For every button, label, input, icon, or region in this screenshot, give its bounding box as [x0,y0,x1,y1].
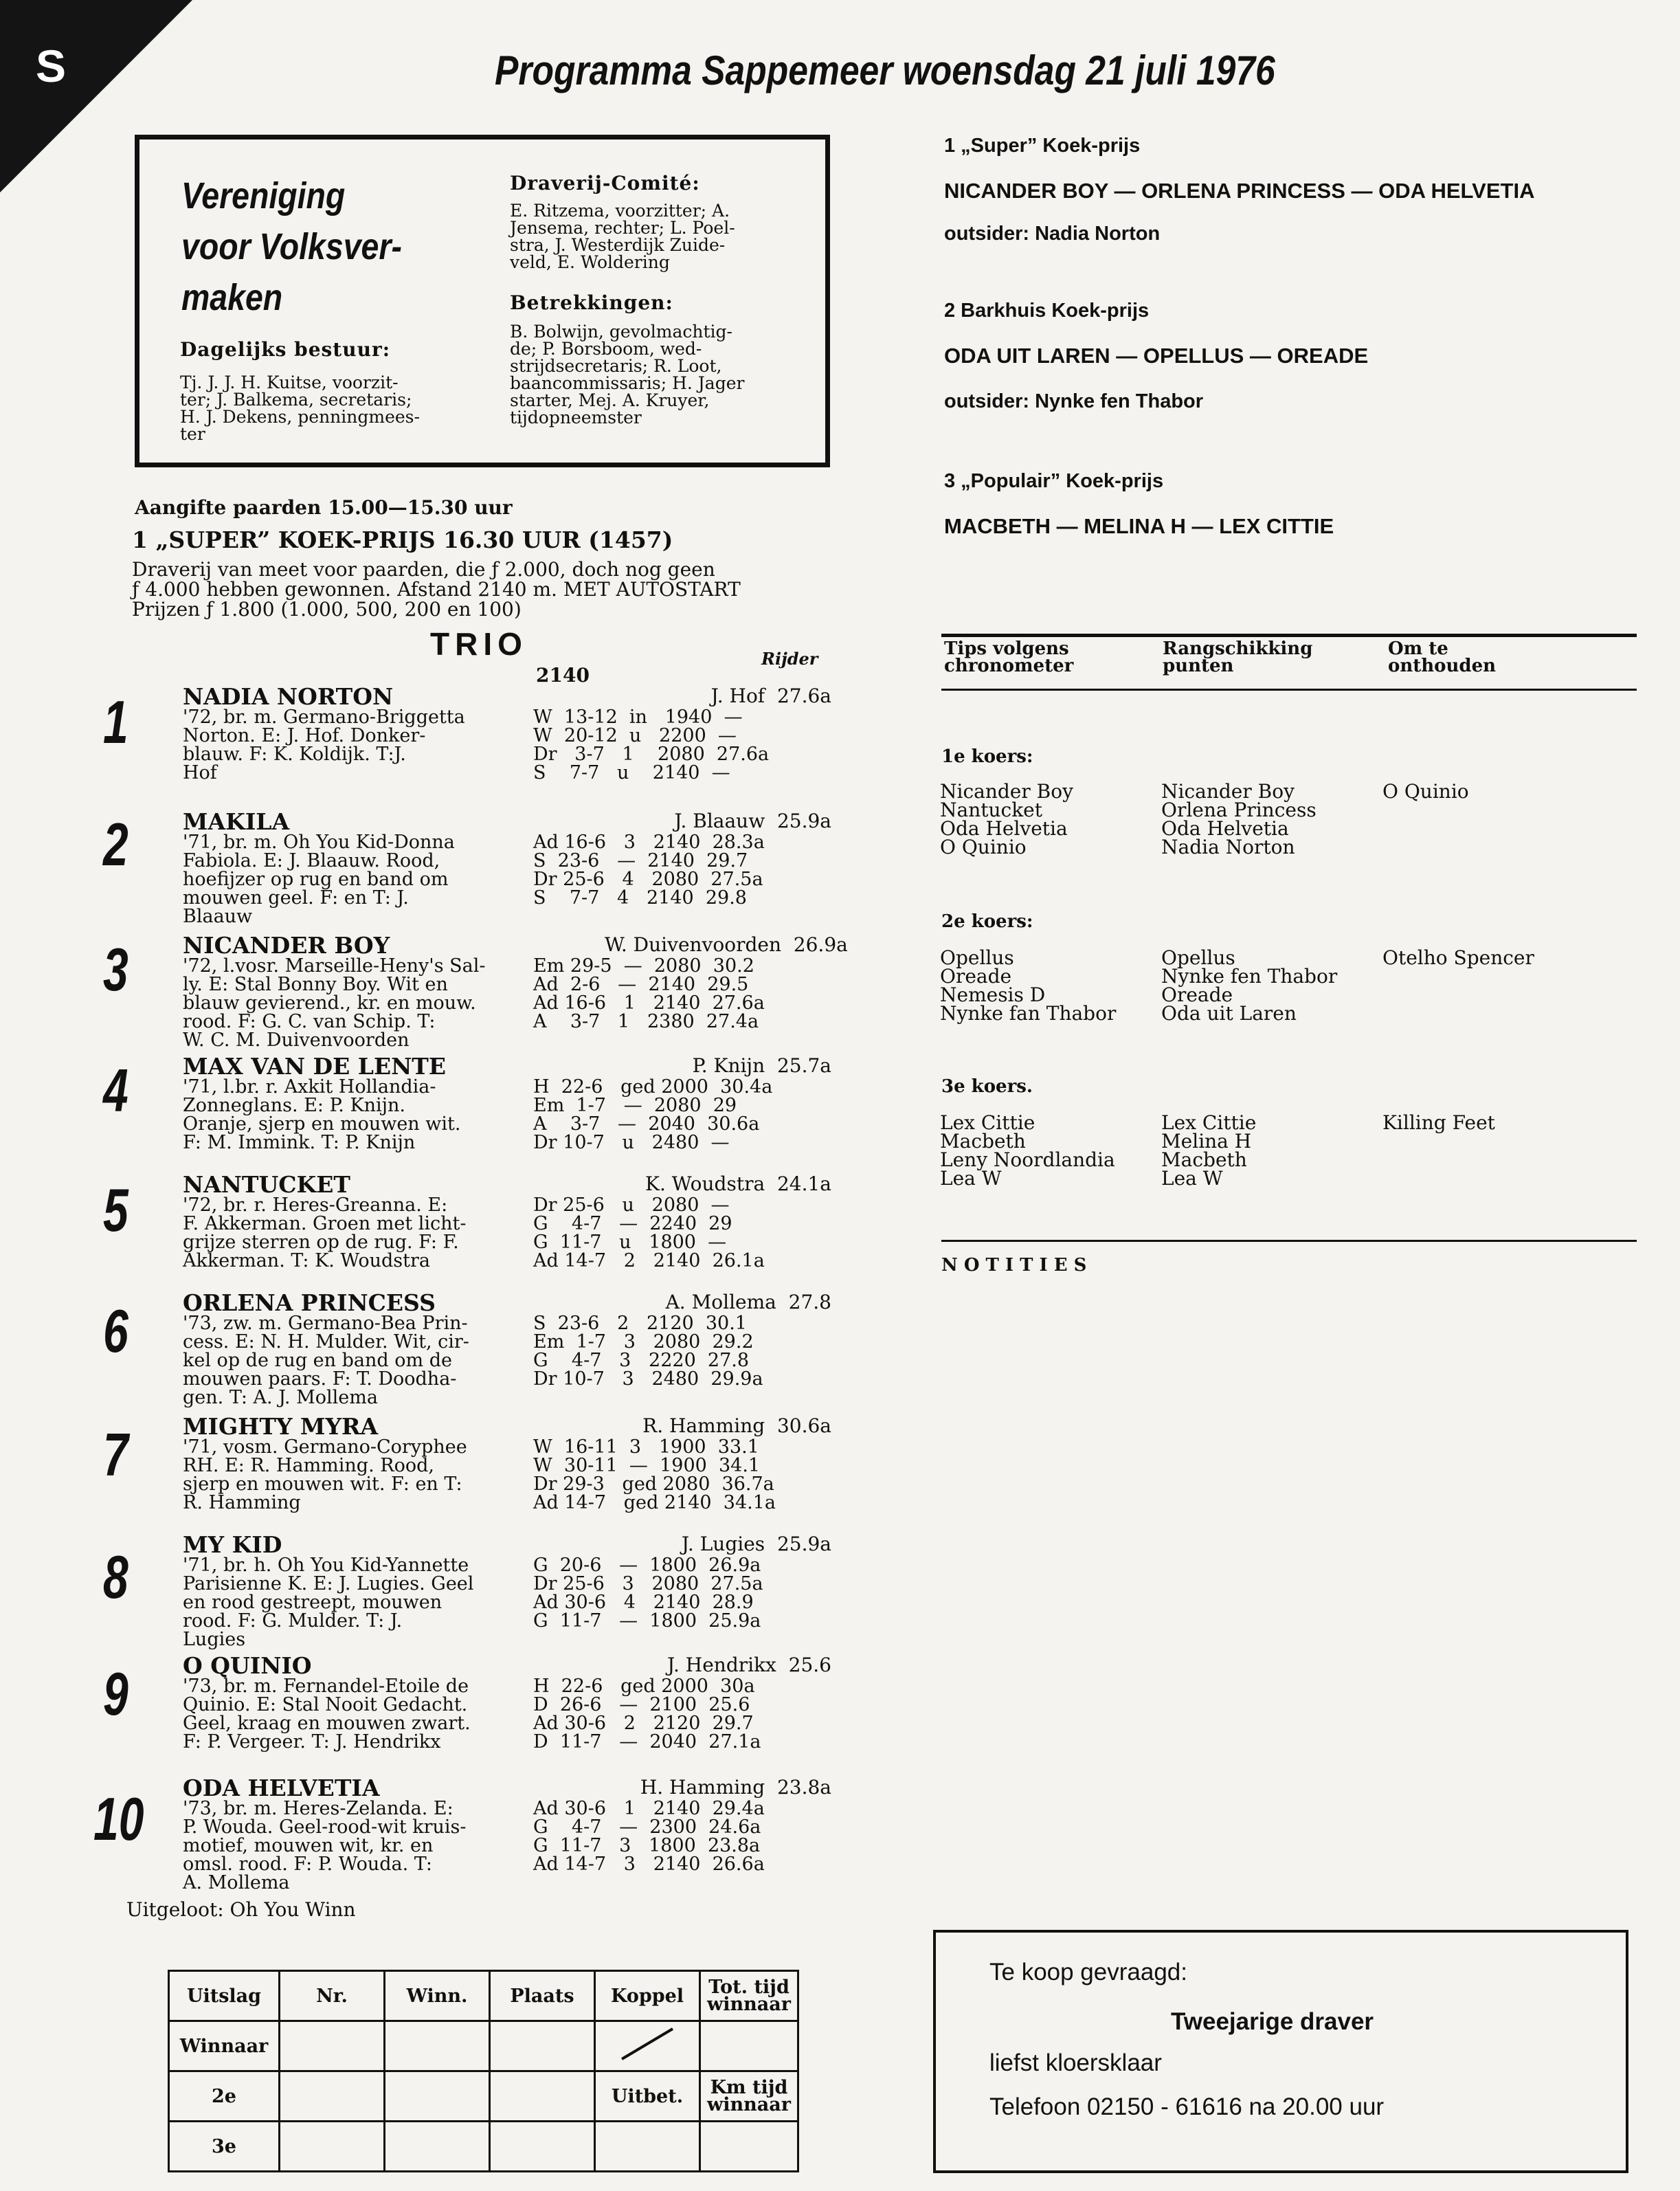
tips-header-rule [941,689,1637,691]
performance-row: H 22-6 ged 2000 30a [533,1676,755,1697]
performance-row: Dr 10-7 3 2480 29.9a [533,1368,763,1390]
performance-row: Ad 16-6 1 2140 27.6a [533,992,765,1014]
performance-row: Ad 14-7 ged 2140 34.1a [533,1492,776,1513]
performance-row: W 20-12 u 2200 — [533,725,737,746]
performance-row: W 16-11 3 1900 33.1 [533,1436,759,1458]
horse-description: '71, l.br. r. Axkit Hollandia- Zonneglans. E: P. Knijn. Oranje, sjerp en mouwen wit. F: M. Immink. T: P. Knijn [183,1076,461,1153]
officials-heading: Betrekkingen: [510,291,673,314]
entry-number: 9 [103,1660,128,1728]
result-cell [490,2021,595,2071]
performance-row: W 30-11 — 1900 34.1 [533,1455,761,1476]
trio-label: TRIO [430,626,528,662]
horse-description: '73, br. m. Heres-Zelanda. E: P. Wouda. Geel-rood-wit kruis- motief, mouwen wit, kr. en omsl. rood. F: P. Wouda. T: A. Mollema [183,1798,467,1893]
daily-board-heading: Dagelijks bestuur: [180,338,391,361]
result-table [168,1970,799,2172]
daily-board-text: Tj. J. J. H. Kuitse, voorzit- ter; J. Balkema, secretaris; H. J. Dekens, penningmees- ter [180,372,420,444]
horse-name: ORLENA PRINCESS [183,1289,436,1316]
result-row-label: 2e [169,2071,280,2122]
tips-race-3-label: 3e koers. [941,1076,1033,1097]
horse-name: O QUINIO [183,1652,312,1679]
distance-label: 2140 [536,664,590,687]
horse-description: '73, br. m. Fernandel-Etoile de Quinio. E: Stal Nooit Gedacht. Geel, kraag en mouwen zwart. F: P. Vergeer. T: J. Hendrikx [183,1676,471,1753]
rider-and-record: R. Hamming 30.6a [642,1414,831,1437]
performance-row: S 23-6 — 2140 29.7 [533,850,748,871]
rider-and-record: J. Lugies 25.9a [681,1533,831,1555]
performance-row: A 3-7 1 2380 27.4a [533,1011,759,1032]
tips-header-ranking: Rangschikking punten [1163,638,1313,676]
rider-and-record: W. Duivenvoorden 26.9a [605,933,848,956]
km-time-label: Km tijd winnaar [700,2071,798,2122]
horse-name: ODA HELVETIA [183,1775,380,1801]
result-cell [385,2021,490,2071]
committee-heading: Draverij-Comité: [510,172,700,194]
tips-race-3-ranking: Lex Cittie Melina H Macbeth Lea W [1161,1111,1257,1190]
performance-row: Dr 25-6 4 2080 27.5a [533,869,763,890]
performance-row: Ad 16-6 3 2140 28.3a [533,832,765,853]
entry-number: 6 [103,1297,128,1365]
entry-number: 2 [103,810,128,878]
result-header-koppel: Koppel [595,1971,700,2021]
rider-and-record: H. Hamming 23.8a [640,1776,831,1799]
performance-list [533,1314,763,1388]
tips-race-1-remember: O Quinio [1382,780,1469,803]
entry-number: 1 [103,688,128,756]
officials-text: B. Bolwijn, gevolmachtig- de; P. Borsboom, wed- strijdsecretaris; R. Loot, baancommissaris; H. Jager starter, Mej. A. Kruyer, tijdopneemster [510,322,745,427]
performance-list [533,1438,776,1512]
performance-list [533,708,769,782]
result-row-label: 3e [169,2122,280,2172]
horse-name: NICANDER BOY [183,932,390,959]
horse-description: '71, br. h. Oh You Kid-Yannette Parisienne K. E: J. Lugies. Geel en rood gestreept, mouwen rood. F: G. Mulder. T: J. Lugies [183,1555,474,1650]
prediction-1-outsider: outsider: Nadia Norton [944,223,1161,245]
performance-row: Dr 25-6 3 2080 27.5a [533,1573,763,1594]
entry-number: 5 [103,1176,128,1244]
performance-row: Ad 30-6 2 2120 29.7 [533,1713,754,1734]
result-cell [700,2021,798,2071]
horse-name: MAKILA [183,808,290,835]
performance-row: Ad 30-6 4 2140 28.9 [533,1592,754,1613]
performance-row: Ad 14-7 2 2140 26.1a [533,1250,765,1271]
rider-and-record: K. Woudstra 24.1a [645,1172,831,1195]
horse-description: '72, br. m. Germano-Briggetta Norton. E: J. Hof. Donker- blauw. F: K. Koldijk. T:J. Hof [183,707,465,783]
result-cell-slash [595,2021,700,2071]
result-header-plaats: Plaats [490,1971,595,2021]
performance-row: Dr 25-6 u 2080 — [533,1194,730,1216]
tips-race-3-remember: Killing Feet [1382,1111,1495,1134]
horse-description: '72, br. r. Heres-Greanna. E: F. Akkerman. Groen met licht- grijze sterren op de rug. F: F. Akkerman. T: K. Woudstra [183,1194,467,1271]
result-row-label: Winnaar [169,2021,280,2071]
performance-list [533,1556,763,1630]
tips-race-3-chronometer: Lex Cittie Macbeth Leny Noordlandia Lea W [940,1111,1115,1190]
prediction-2-heading: 2 Barkhuis Koek-prijs [944,300,1150,322]
race-heading: 1 „SUPER” KOEK-PRIJS 16.30 UUR (1457) [132,526,673,553]
entry-number: 8 [103,1543,128,1611]
rider-label: Rijder [761,649,818,669]
tips-race-2-ranking: Opellus Nynke fen Thabor Oreade Oda uit Laren [1161,946,1338,1025]
performance-list [533,1799,765,1873]
withdrawn-note: Uitgeloot: Oh You Winn [126,1898,356,1921]
horse-name: MY KID [183,1531,282,1558]
performance-row: D 26-6 — 2100 25.6 [533,1694,750,1715]
performance-row: W 13-12 in 1940 — [533,707,743,728]
horse-description: '73, zw. m. Germano-Bea Prin- cess. E: N. H. Mulder. Wit, cir- kel op de rug en band om de mouwen paars. F: T. Doodha- gen. T: A. J. Mollema [183,1313,469,1408]
performance-row: A 3-7 — 2040 30.6a [533,1113,760,1135]
performance-row: G 11-7 — 1800 25.9a [533,1610,761,1632]
horse-name: NADIA NORTON [183,683,394,710]
performance-list [533,1196,765,1270]
result-header-total-time: Tot. tijd winnaar [700,1971,798,2021]
tips-race-2-chronometer: Opellus Oreade Nemesis D Nynke fan Thabor [940,946,1117,1025]
tips-top-rule [941,634,1637,637]
association-name: Vereniging voor Volksver- maken [181,175,402,318]
result-cell [595,2122,700,2172]
tips-race-1-chronometer: Nicander Boy Nantucket Oda Helvetia O Quinio [940,780,1073,858]
committee-text: E. Ritzema, voorzitter; A. Jensema, rechter; L. Poel- stra, J. Westerdijk Zuide- veld, E. Woldering [510,201,735,272]
advert-line-2: Tweejarige draver [1171,2008,1374,2035]
performance-list [533,833,765,907]
performance-list [533,1078,772,1152]
rider-and-record: J. Blaauw 25.9a [674,810,831,832]
corner-letter: S [36,41,67,91]
horse-description: '71, br. m. Oh You Kid-Donna Fabiola. E: J. Blaauw. Rood, hoefijzer op rug en band om mouwen geel. F: en T: J. Blaauw [183,832,455,927]
tips-race-2-label: 2e koers: [941,911,1033,932]
prediction-2-picks: ODA UIT LAREN — OPELLUS — OREADE [944,344,1369,368]
payout-label: Uitbet. [595,2071,700,2122]
result-cell [490,2071,595,2122]
horse-name: MIGHTY MYRA [183,1413,379,1440]
performance-row: G 4-7 — 2300 24.6a [533,1816,761,1838]
result-cell [700,2122,798,2172]
performance-row: G 20-6 — 1800 26.9a [533,1555,761,1576]
race-conditions: Draverij van meet voor paarden, die ƒ 2.000, doch nog geen ƒ 4.000 hebben gewonnen. Afstand 2140 m. MET AUTOSTART Prijzen ƒ 1.800 (1.000, 500, 200 en 100) [132,558,741,621]
performance-row: S 7-7 u 2140 — [533,762,730,783]
tips-race-1-ranking: Nicander Boy Orlena Princess Oda Helvetia Nadia Norton [1161,780,1317,858]
rider-and-record: J. Hendrikx 25.6 [667,1654,831,1676]
entry-number: 10 [93,1785,144,1853]
prediction-1-heading: 1 „Super” Koek-prijs [944,135,1141,157]
rider-and-record: A. Mollema 27.8 [665,1291,831,1313]
performance-row: G 4-7 3 2220 27.8 [533,1350,750,1371]
prediction-3-picks: MACBETH — MELINA H — LEX CITTIE [944,514,1334,538]
performance-row: Em 29-5 — 2080 30.2 [533,955,754,977]
result-cell [490,2122,595,2172]
prediction-2-outsider: outsider: Nynke fen Thabor [944,390,1204,412]
performance-row: Dr 10-7 u 2480 — [533,1132,730,1153]
performance-row: D 11-7 — 2040 27.1a [533,1731,761,1753]
rider-and-record: P. Knijn 25.7a [692,1054,831,1077]
performance-row: Ad 30-6 1 2140 29.4a [533,1798,765,1819]
performance-row: H 22-6 ged 2000 30.4a [533,1076,773,1098]
notes-rule [941,1240,1637,1242]
horse-description: '71, vosm. Germano-Coryphee RH. E: R. Hamming. Rood, sjerp en mouwen wit. F: en T: R. Hamming [183,1436,467,1513]
result-cell [280,2122,385,2172]
prediction-1-picks: NICANDER BOY — ORLENA PRINCESS — ODA HELVETIA [944,179,1535,203]
rider-and-record: J. Hof 27.6a [710,685,831,707]
tips-header-remember: Om te onthouden [1388,638,1497,676]
prediction-3-heading: 3 „Populair” Koek-prijs [944,470,1164,492]
advert-line-4: Telefoon 02150 - 61616 na 20.00 uur [989,2093,1385,2120]
horse-description: '72, l.vosr. Marseille-Heny's Sal- ly. E: Stal Bonny Boy. Wit en blauw gevierend., kr. en mouw. rood. F: G. C. van Schip. T: W. C. M. Duivenvoorden [183,955,486,1051]
performance-row: Em 1-7 3 2080 29.2 [533,1331,754,1353]
result-header-uitslag: Uitslag [169,1971,280,2021]
entry-number: 3 [103,935,128,1003]
notes-label: N O T I T I E S [941,1255,1087,1276]
performance-row: Ad 14-7 3 2140 26.6a [533,1854,765,1875]
tips-race-1-label: 1e koers: [941,746,1033,767]
performance-row: S 23-6 2 2120 30.1 [533,1313,747,1334]
result-cell [385,2071,490,2122]
entry-number: 4 [103,1056,128,1124]
performance-row: G 11-7 3 1800 23.8a [533,1835,761,1856]
result-cell [385,2122,490,2172]
slash-mark [609,2023,685,2065]
advert-line-1: Te koop gevraagd: [989,1959,1187,1986]
result-cell [280,2071,385,2122]
horse-name: MAX VAN DE LENTE [183,1053,447,1080]
performance-row: Dr 3-7 1 2080 27.6a [533,744,770,765]
page-title: Programma Sappemeer woensdag 21 juli 1976 [495,47,1275,93]
performance-row: G 4-7 — 2240 29 [533,1213,732,1234]
advert-line-3: liefst kloersklaar [989,2049,1162,2076]
performance-row: G 11-7 u 1800 — [533,1232,727,1253]
performance-row: S 7-7 4 2140 29.8 [533,887,747,909]
performance-row: Ad 2-6 — 2140 29.5 [533,974,749,995]
result-header-winn: Winn. [385,1971,490,2021]
result-header-nr: Nr. [280,1971,385,2021]
performance-list [533,1677,761,1751]
entry-note: Aangifte paarden 15.00—15.30 uur [135,496,513,519]
entry-number: 7 [103,1421,128,1489]
tips-race-2-remember: Otelho Spencer [1382,946,1534,969]
performance-row: Em 1-7 — 2080 29 [533,1095,737,1116]
tips-header-chronometer: Tips volgens chronometer [944,638,1074,676]
performance-row: Dr 29-3 ged 2080 36.7a [533,1473,774,1495]
performance-list [533,957,765,1031]
result-cell [280,2021,385,2071]
horse-name: NANTUCKET [183,1171,350,1198]
